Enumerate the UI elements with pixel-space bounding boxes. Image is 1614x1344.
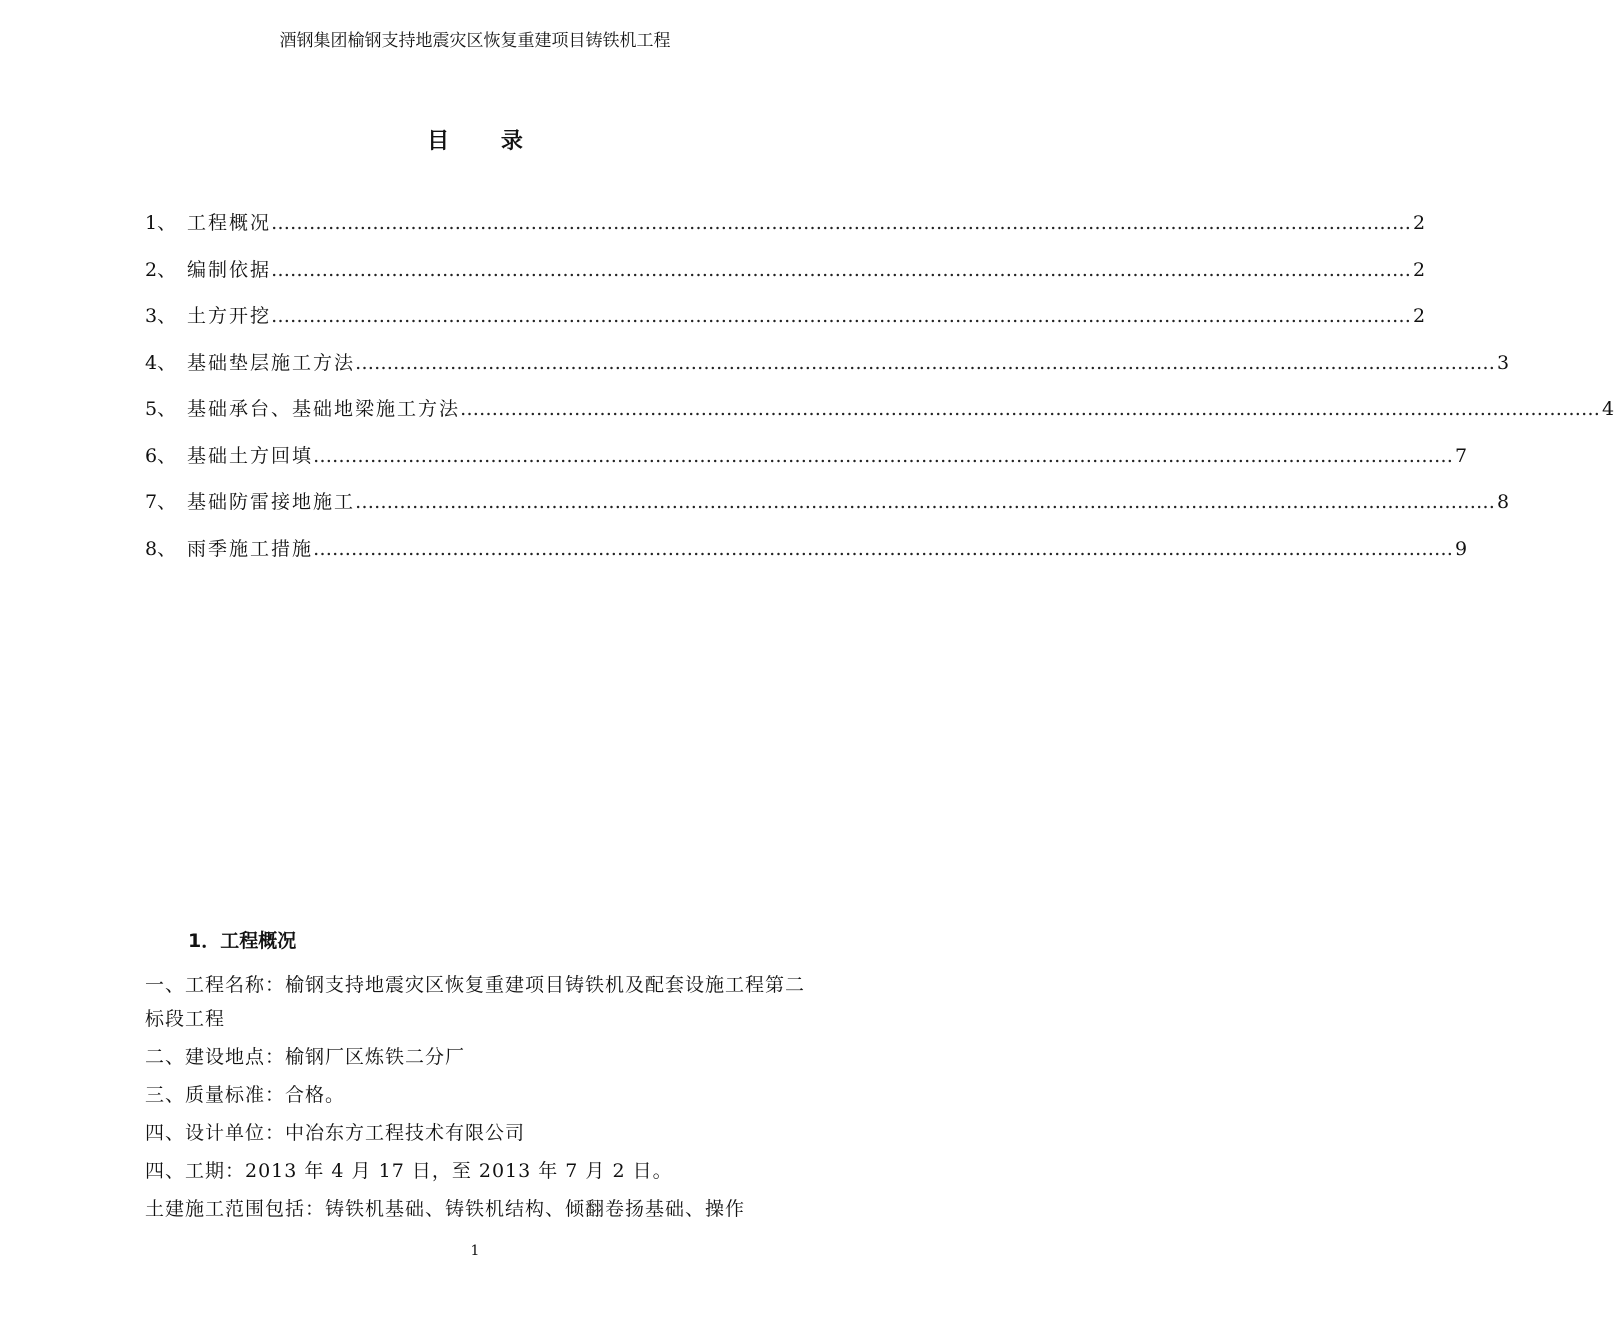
- toc-title: 目 录: [427, 128, 545, 154]
- toc-leader-dots: ………………………………………………………………………………………………………………………………………………………………: [313, 537, 1454, 560]
- section-heading: 1．工程概况: [188, 930, 297, 952]
- toc-entry[interactable]: [145, 348, 1510, 395]
- toc-entry-label: 土方开挖: [187, 305, 272, 327]
- section-body: [145, 968, 810, 1230]
- body-paragraph: 一、工程名称：榆钢支持地震灾区恢复重建项目铸铁机及配套设施工程第二标段工程: [145, 974, 806, 1030]
- body-paragraph: 土建施工范围包括：铸铁机基础、铸铁机结构、倾翻卷扬基础、操作: [145, 1198, 746, 1220]
- page-number: 1: [470, 1243, 480, 1259]
- toc-entry-page: 4: [1602, 398, 1614, 420]
- body-paragraph: 四、工期：2013 年 4 月 17 日，至 2013 年 7 月 2 日。: [145, 1160, 673, 1182]
- toc-entry[interactable]: [145, 208, 1426, 255]
- toc-entry-page: 2: [1413, 305, 1426, 327]
- toc-entry[interactable]: [145, 487, 1510, 534]
- toc-entry[interactable]: [145, 534, 1468, 581]
- toc-entry-label: 基础垫层施工方法: [187, 351, 356, 374]
- toc-entry-page: 3: [1497, 351, 1510, 374]
- toc-entry-page: 9: [1455, 537, 1468, 560]
- table-of-contents: [145, 208, 1614, 580]
- toc-leader-dots: ………………………………………………………………………………………………………………………………………………………………: [460, 398, 1601, 420]
- toc-leader-dots: ………………………………………………………………………………………………………………………………………………………………: [355, 351, 1496, 374]
- toc-leader-dots: ………………………………………………………………………………………………………………………………………………………………: [271, 305, 1412, 327]
- toc-leader-dots: ………………………………………………………………………………………………………………………………………………………………: [271, 212, 1412, 234]
- toc-entry-page: 2: [1413, 212, 1426, 234]
- toc-entry-number: 1、: [145, 212, 177, 234]
- toc-entry-number: 2、: [145, 258, 177, 281]
- toc-entry-number: 7、: [145, 491, 177, 513]
- toc-entry-label: 编制依据: [187, 258, 272, 281]
- toc-entry[interactable]: [145, 394, 1614, 441]
- toc-entry-number: 4、: [145, 351, 177, 374]
- toc-entry-page: 7: [1455, 444, 1468, 467]
- toc-entry-label: 基础土方回填: [187, 444, 314, 467]
- toc-entry-label: 基础承台、基础地梁施工方法: [187, 398, 461, 420]
- toc-leader-dots: ………………………………………………………………………………………………………………………………………………………………: [355, 491, 1496, 513]
- toc-entry-label: 工程概况: [187, 212, 272, 234]
- toc-entry-page: 8: [1497, 491, 1510, 513]
- toc-entry[interactable]: [145, 301, 1426, 348]
- toc-entry-number: 8、: [145, 537, 177, 560]
- toc-entry-number: 5、: [145, 398, 177, 420]
- body-paragraph: 四、设计单位：中冶东方工程技术有限公司: [145, 1122, 526, 1144]
- toc-entry[interactable]: [145, 441, 1468, 488]
- toc-entry-label: 基础防雷接地施工: [187, 491, 356, 513]
- toc-leader-dots: ………………………………………………………………………………………………………………………………………………………………: [271, 258, 1412, 281]
- body-paragraph: 三、质量标准：合格。: [145, 1084, 346, 1106]
- toc-leader-dots: ………………………………………………………………………………………………………………………………………………………………: [313, 444, 1454, 467]
- toc-entry-label: 雨季施工措施: [187, 537, 314, 560]
- toc-entry-number: 3、: [145, 305, 177, 327]
- body-paragraph: 二、建设地点：榆钢厂区炼铁二分厂: [145, 1046, 466, 1068]
- running-header: 酒钢集团榆钢支持地震灾区恢复重建项目铸铁机工程: [279, 31, 671, 51]
- toc-entry-number: 6、: [145, 444, 177, 467]
- toc-entry-page: 2: [1413, 258, 1426, 281]
- toc-entry[interactable]: [145, 255, 1426, 302]
